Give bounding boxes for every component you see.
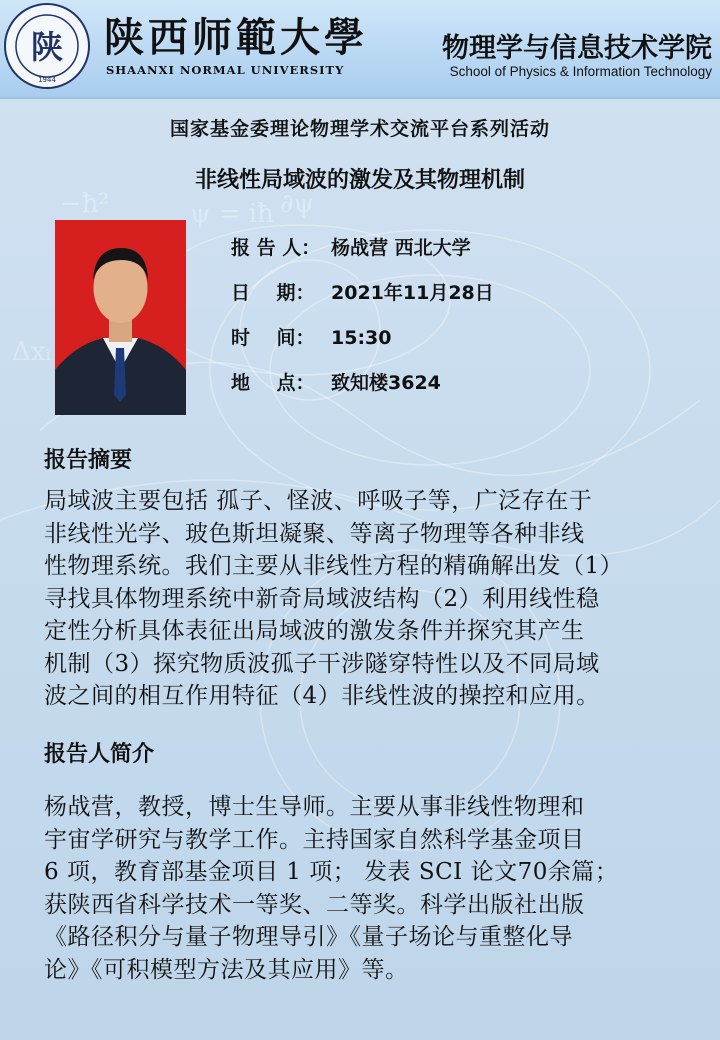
svg-text:∂ψ: ∂ψ: [280, 189, 314, 219]
info-date: [231, 278, 494, 323]
info-label: 报 告 人：: [231, 237, 321, 259]
bio-line: 宇宙学研究与教学工作。主持国家自然科学基金项目: [44, 826, 585, 853]
bio-line: 获陕西省科学技术一等奖、二等奖。科学出版社出版: [44, 891, 585, 918]
abstract-line: 定性分析具体表征出局域波的激发条件并探究其产生: [44, 618, 585, 644]
bio-line: 论》《可积模型方法及其应用》等。: [44, 956, 409, 983]
info-value: 致知楼3624: [331, 372, 441, 394]
speaker-photo: [55, 220, 186, 415]
bio-text: [44, 791, 694, 986]
bio-line: 6 项，教育部基金项目 1 项； 发表 SCI 论文70余篇；: [44, 859, 619, 885]
info-label: 地 点：: [231, 372, 315, 394]
svg-text:−ħ²: −ħ²: [60, 189, 109, 219]
bio-line: 杨战营，教授，博士生导师。主要从事非线性物理和: [44, 794, 585, 820]
abstract-line: 性物理系统。我们主要从非线性方程的精确解出发（1）: [44, 553, 624, 579]
school-name-en: School of Physics & Information Technology: [449, 64, 712, 79]
speaker-portrait-image: [55, 220, 186, 415]
info-label: 日 期：: [231, 282, 315, 304]
info-location: [231, 368, 494, 413]
university-name-cn: 陕西师範大學: [104, 14, 368, 61]
info-value: 杨战营 西北大学: [331, 237, 471, 259]
talk-info: [231, 233, 494, 413]
abstract-line: 局域波主要包括 孤子、怪波、呼吸子等，广泛存在于: [44, 488, 593, 514]
bio-line: 《路径积分与量子物理导引》《量子场论与重整化导: [44, 924, 573, 950]
info-speaker: [231, 233, 494, 278]
info-label: 时 间：: [231, 327, 315, 349]
abstract-line: 波之间的相互作用特征（4）非线性波的操控和应用。: [44, 683, 600, 709]
abstract-text: [44, 485, 694, 713]
svg-text:Δxᵢ: Δxᵢ: [12, 337, 51, 367]
seal-year: 1944: [38, 76, 56, 84]
info-value: 2021年11月28日: [331, 282, 494, 304]
series-title: 国家基金委理论物理学术交流平台系列活动: [169, 118, 550, 140]
svg-text:ψ = iħ: ψ = iħ: [190, 199, 274, 229]
abstract-line: 非线性光学、玻色斯坦凝聚、等离子物理等各种非线: [44, 520, 585, 547]
bio-heading: 报告人简介: [44, 742, 155, 767]
abstract-line: 寻找具体物理系统中新奇局域波结构（2）利用线性稳: [44, 585, 600, 612]
info-value: 15:30: [331, 327, 392, 349]
university-seal-icon: [3, 2, 91, 90]
abstract-line: 机制（3）探究物质波孤子干涉隧穿特性以及不同局域: [44, 650, 600, 677]
school-name-cn: 物理学与信息技术学院: [442, 33, 712, 64]
header-banner: [0, 0, 720, 99]
info-time: [231, 323, 494, 368]
seal-glyph: 陕: [30, 28, 64, 66]
university-name-en: SHAANXI NORMAL UNIVERSITY: [106, 63, 345, 77]
abstract-heading: 报告摘要: [44, 448, 133, 473]
talk-title: 非线性局域波的激发及其物理机制: [194, 168, 525, 193]
